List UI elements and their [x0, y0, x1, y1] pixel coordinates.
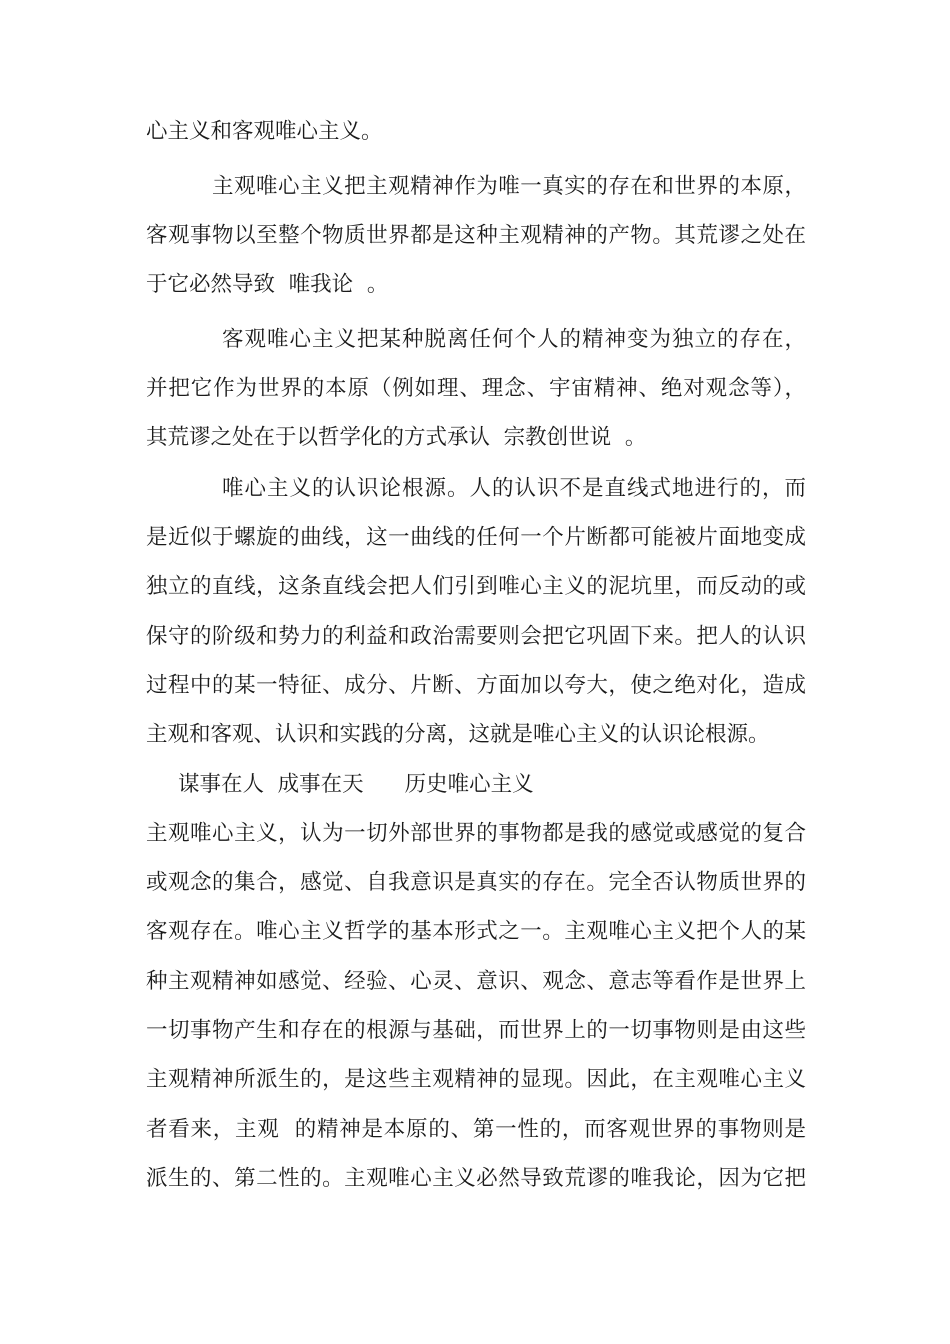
text-line: 并把它作为世界的本原（例如理、理念、宇宙精神、绝对观念等）， [146, 376, 806, 401]
text-line: 客观事物以至整个物质世界都是这种主观精神的产物。其荒谬之处在 [146, 223, 806, 248]
text-line: 独立的直线，这条直线会把人们引到唯心主义的泥坑里，而反动的或 [146, 574, 806, 599]
text-line: 主观和客观、认识和实践的分离，这就是唯心主义的认识论根源。 [146, 722, 770, 747]
text-line: 保守的阶级和势力的利益和政治需要则会把它巩固下来。把人的认识 [146, 624, 806, 649]
text-line: 种主观精神如感觉、经验、心灵、意识、观念、意志等看作是世界上 [146, 969, 806, 994]
text-line: 一切事物产生和存在的根源与基础，而世界上的一切事物则是由这些 [146, 1018, 806, 1043]
text-line: 唯心主义的认识论根源。人的认识不是直线式地进行的，而 [222, 476, 806, 501]
text-line: 主观精神所派生的，是这些主观精神的显现。因此，在主观唯心主义 [146, 1067, 806, 1092]
text-line: 主观唯心主义把主观精神作为唯一真实的存在和世界的本原， [212, 174, 806, 199]
text-line: 者看来，主观 的精神是本原的、第一性的，而客观世界的事物则是 [146, 1117, 806, 1142]
text-line: 其荒谬之处在于以哲学化的方式承认 宗教创世说 。 [146, 425, 647, 450]
text-line: 派生的、第二性的。主观唯心主义必然导致荒谬的唯我论，因为它把 [146, 1166, 806, 1191]
text-line: 是近似于螺旋的曲线，这一曲线的任何一个片断都可能被片面地变成 [146, 525, 806, 550]
text-line: 客观存在。唯心主义哲学的基本形式之一。主观唯心主义把个人的某 [146, 919, 806, 944]
text-line: 过程中的某一特征、成分、片断、方面加以夸大，使之绝对化，造成 [146, 673, 806, 698]
text-line: 于它必然导致 唯我论 。 [146, 272, 389, 297]
text-line: 谋事在人 成事在天 历史唯心主义 [178, 772, 534, 797]
text-line: 主观唯心主义，认为一切外部世界的事物都是我的感觉或感觉的复合 [146, 821, 806, 846]
text-line: 客观唯心主义把某种脱离任何个人的精神变为独立的存在， [222, 327, 806, 352]
text-line: 或观念的集合，感觉、自我意识是真实的存在。完全否认物质世界的 [146, 870, 806, 895]
text-line: 心主义和客观唯心主义。 [146, 119, 383, 144]
